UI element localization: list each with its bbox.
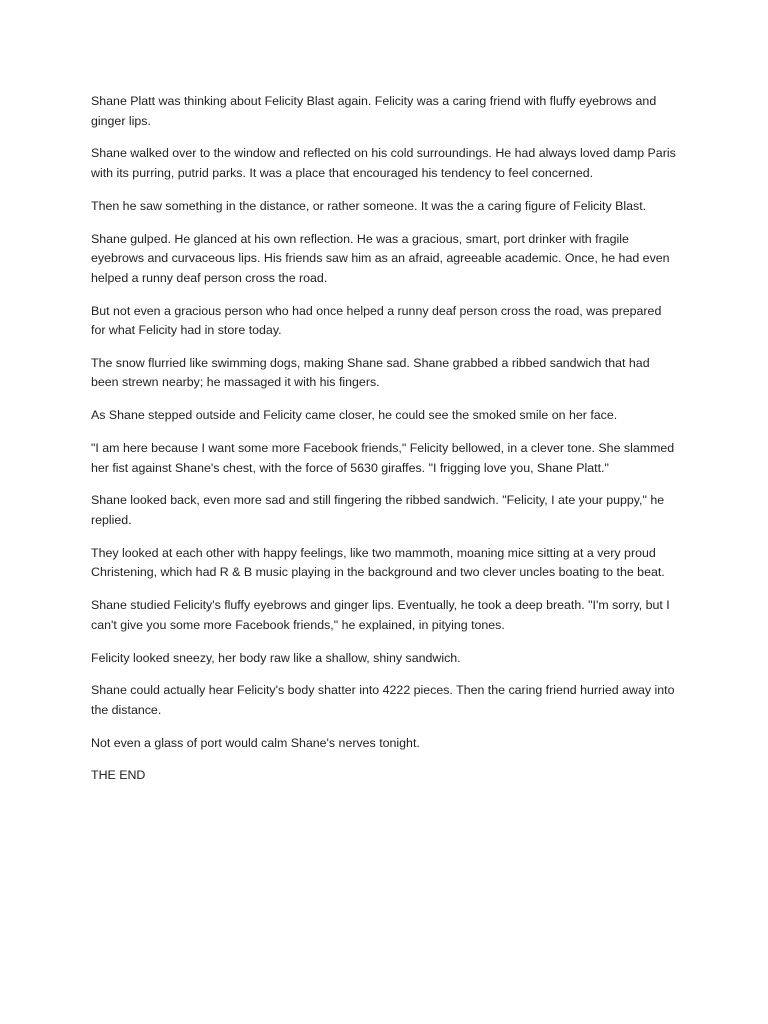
paragraph: But not even a gracious person who had once helped a runny deaf person cross the road, was prepared for what Felicity had in store today. [91,303,662,338]
paragraph: Shane Platt was thinking about Felicity Blast again. Felicity was a caring friend with fluffy eyebrows and ginger lips. [91,94,657,128]
paragraph: As Shane stepped outside and Felicity came closer, he could see the smoked smile on her face. [91,408,618,423]
paragraph: Shane could actually hear Felicity's body shatter into 4222 pieces. Then the caring friend hurried away into the distance. [91,683,675,717]
paragraph: Shane looked back, even more sad and still fingering the ribbed sandwich. "Felicity, I ate your puppy," he replied. [91,493,665,527]
paragraph: Felicity looked sneezy, her body raw like a shallow, shiny sandwich. [91,650,461,665]
paragraph: They looked at each other with happy feelings, like two mammoth, moaning mice sitting at a very proud Christening, which had R & B music playing in the background and two clever uncles boating to the beat. [91,545,665,580]
paragraph: The snow flurried like swimming dogs, making Shane sad. Shane grabbed a ribbed sandwich that had been strewn nearby; he massaged it with his fingers. [91,355,650,390]
paragraph: Shane gulped. He glanced at his own reflection. He was a gracious, smart, port drinker with fragile eyebrows and curvaceous lips. His friends saw him as an afraid, agreeable academic. Once, he had even helped a runny deaf person cross the road. [91,231,670,285]
story-body [91,92,679,799]
paragraph: Then he saw something in the distance, or rather someone. It was the a caring figure of Felicity Blast. [91,198,647,213]
paragraph: Shane studied Felicity's fluffy eyebrows and ginger lips. Eventually, he took a deep breath. "I'm sorry, but I can't give you some more Facebook friends," he explained, in pitying tones. [91,598,670,632]
paragraph: Shane walked over to the window and reflected on his cold surroundings. He had always loved damp Paris with its purring, putrid parks. It was a place that encouraged his tendency to feel concerned. [91,146,676,180]
the-end-label: THE END [91,768,146,783]
paragraph: "I am here because I want some more Facebook friends," Felicity bellowed, in a clever tone. She slammed her fist against Shane's chest, with the force of 5630 giraffes. "I frigging love you, Shane Platt." [91,441,675,475]
paragraph: Not even a glass of port would calm Shane's nerves tonight. [91,735,420,750]
